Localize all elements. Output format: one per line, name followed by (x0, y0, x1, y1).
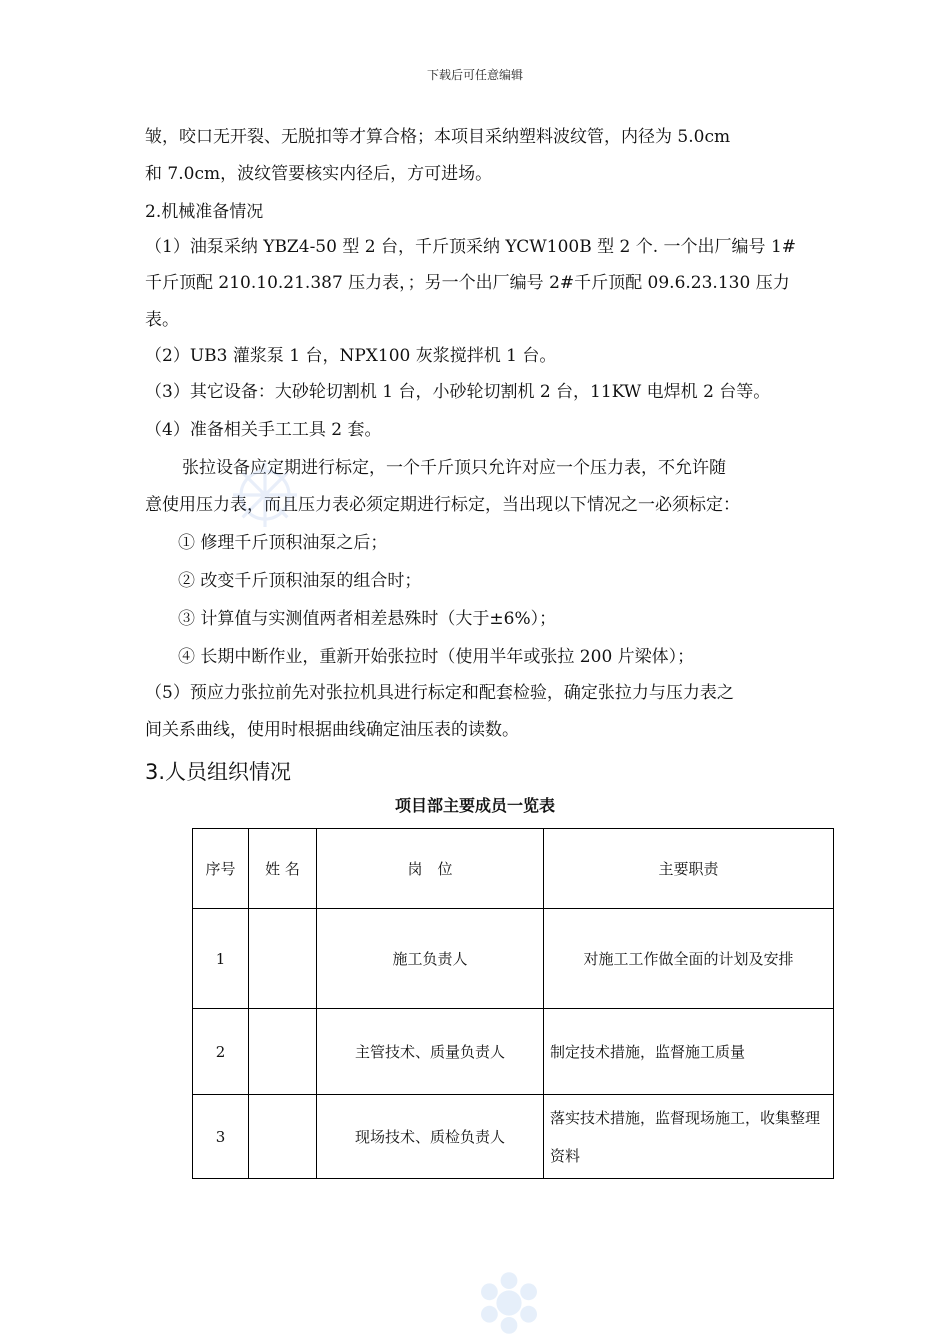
cell-name (249, 1009, 317, 1095)
watermark-icon (225, 455, 305, 535)
list-item: ① 修理千斤顶积油泵之后； (178, 533, 388, 553)
cell-no: 2 (193, 1009, 249, 1095)
cell-duty: 对施工工作做全面的计划及安排 (544, 909, 834, 1009)
cell-no: 1 (193, 909, 249, 1009)
body-line: 和 7.0cm，波纹管要核实内径后，方可进场。 (145, 164, 493, 184)
cell-name (249, 1095, 317, 1179)
body-line: （1）油泵采纳 YBZ4-50 型 2 台，千斤顶采纳 YCW100B 型 2 个. 一个出厂编号 1# (145, 237, 797, 257)
list-item: ② 改变千斤顶积油泵的组合时； (178, 571, 422, 591)
cell-name (249, 909, 317, 1009)
table-title: 项目部主要成员一览表 (394, 796, 555, 815)
page-header: 下载后可任意编辑 (426, 68, 523, 82)
body-line: 表。 (145, 310, 179, 330)
body-line: （5）预应力张拉前先对张拉机具进行标定和配套检验，确定张拉力与压力表之 (145, 683, 734, 703)
table-row (193, 1009, 834, 1095)
header-no: 序号 (193, 829, 249, 909)
cell-post: 现场技术、质检负责人 (317, 1095, 544, 1179)
table-header-row (193, 829, 834, 909)
cell-duty: 制定技术措施，监督施工质量 (544, 1009, 834, 1095)
header-duty: 主要职责 (544, 829, 834, 909)
table-row (193, 1095, 834, 1179)
list-item: ③ 计算值与实测值两者相差悬殊时（大于±6%）； (178, 609, 557, 629)
body-line: 皱，咬口无开裂、无脱扣等才算合格；本项目采纳塑料波纹管，内径为 5.0cm (145, 127, 731, 147)
body-line: （2）UB3 灌浆泵 1 台，NPX100 灰浆搅拌机 1 台。 (145, 346, 557, 366)
body-line: 千斤顶配 210.10.21.387 压力表，；另一个出厂编号 2#千斤顶配 09.6.23.130 压力 (145, 273, 790, 293)
cell-post: 主管技术、质量负责人 (317, 1009, 544, 1095)
list-item: ④ 长期中断作业，重新开始张拉时（使用半年或张拉 200 片梁体）； (178, 647, 695, 667)
cell-no: 3 (193, 1095, 249, 1179)
section-heading-3: 3.人员组织情况 (145, 760, 292, 784)
header-post: 岗 位 (317, 829, 544, 909)
body-line: 张拉设备应定期进行标定，一个千斤顶只允许对应一个压力表，不允许随 (182, 458, 726, 478)
snowflake-watermark-icon (474, 1268, 544, 1338)
body-line: （3）其它设备：大砂轮切割机 1 台，小砂轮切割机 2 台，11KW 电焊机 2 台等。 (145, 382, 771, 402)
section-heading-2: 2.机械准备情况 (145, 202, 264, 222)
cell-duty: 落实技术措施，监督现场施工，收集整理资料 (544, 1095, 834, 1179)
body-line: 间关系曲线，使用时根据曲线确定油压表的读数。 (145, 720, 519, 740)
table-row (193, 909, 834, 1009)
body-line: 意使用压力表，而且压力表必须定期进行标定，当出现以下情况之一必须标定： (145, 495, 740, 515)
cell-post: 施工负责人 (317, 909, 544, 1009)
staff-table (192, 828, 834, 1179)
header-name: 姓 名 (249, 829, 317, 909)
body-line: （4）准备相关手工工具 2 套。 (145, 420, 382, 440)
